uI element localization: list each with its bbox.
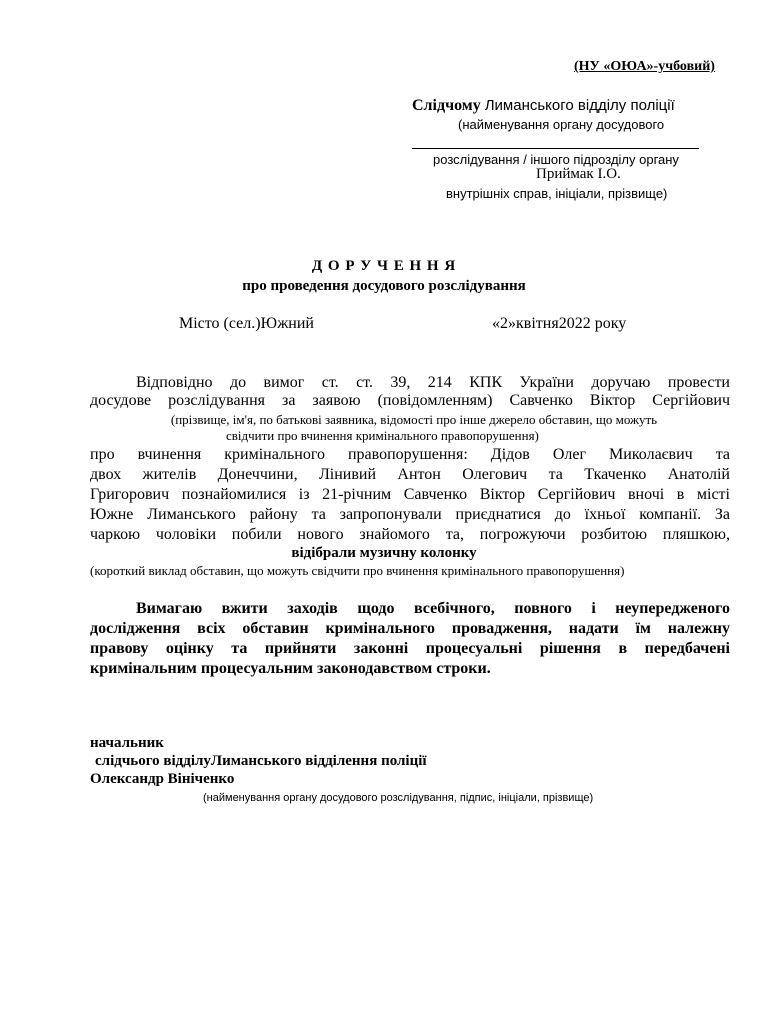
- paragraph-2-hint: (короткий виклад обставин, що можуть свідчити про вчинення кримінального правопорушення): [90, 563, 625, 578]
- addressee-person: Приймак І.О.: [536, 166, 621, 182]
- paragraph-3-last-line: кримінальним процесуальним законодавством строки.: [90, 660, 491, 677]
- paragraph-1-hint-2: свідчити про вчинення кримінального правопорушення): [226, 428, 539, 443]
- paragraph-3-line-3: правову оцінку та прийняти законні процесуальні рішення в передбачені: [90, 640, 730, 657]
- document-tag: (НУ «ОЮА»-учбовий): [574, 59, 715, 74]
- paragraph-2-line-3: Григорович познайомилися із 21-річним Савченко Віктор Сергійович вночі в місті: [90, 486, 730, 503]
- addressee-hint-2: розслідування / іншого підрозділу органу: [433, 152, 679, 167]
- date-label: «2»квітня2022 року: [492, 315, 627, 332]
- signature-name: Олександр Вініченко: [90, 771, 235, 787]
- paragraph-1-line-1: Відповідно до вимог ст. ст. 39, 214 КПК України доручаю провести: [136, 374, 730, 391]
- paragraph-3-line-1: Вимагаю вжити заходів щодо всебічного, повного і неупередженого: [136, 600, 730, 617]
- document-title: Д О Р У Ч Е Н Н Я: [311, 258, 457, 274]
- paragraph-2-line-1: про вчинення кримінального правопорушення: Дідов Олег Миколаєвич та: [90, 446, 730, 463]
- paragraph-1-hint-1: (прізвище, ім'я, по батькові заявника, відомості про інше джерело обставин, що можуть: [170, 412, 658, 427]
- signature-position: начальник: [90, 735, 164, 751]
- addressee-org: Лиманського відділу поліції: [484, 97, 675, 114]
- signature-hint: (найменування органу досудового розслідування, підпис, ініціали, прізвище): [203, 792, 594, 804]
- addressee-hint-1: (найменування органу досудового: [458, 117, 665, 132]
- document-subtitle: про проведення досудового розслідування: [242, 278, 526, 294]
- paragraph-2-last-line: відібрали музичну колонку: [291, 545, 477, 561]
- addressee-underline: [412, 148, 699, 149]
- addressee-hint-3: внутрішніх справ, ініціали, прізвище): [446, 186, 668, 201]
- paragraph-1-line-2: досудове розслідування за заявою (повідомленням) Савченко Віктор Сергійович: [90, 392, 730, 409]
- paragraph-2-line-2: двох жителів Донеччини, Лінивий Антон Олегович та Ткаченко Анатолій: [90, 466, 730, 483]
- signature-department: слідчього відділуЛиманського відділення поліції: [95, 753, 427, 769]
- addressee-line: [412, 97, 675, 115]
- place-label: Місто (сел.)Южний: [179, 315, 314, 332]
- paragraph-2-line-4: Южне Лиманського району та запропонували приєднатися до їхньої компанії. За: [90, 506, 730, 523]
- paragraph-3-line-2: дослідження всіх обставин кримінального провадження, надати їм належну: [90, 620, 730, 637]
- paragraph-2-line-5: чаркою чоловіки побили нового знайомого та, погрожуючи розбитою пляшкою,: [90, 526, 730, 543]
- addressee-prefix: Слідчому: [412, 97, 481, 114]
